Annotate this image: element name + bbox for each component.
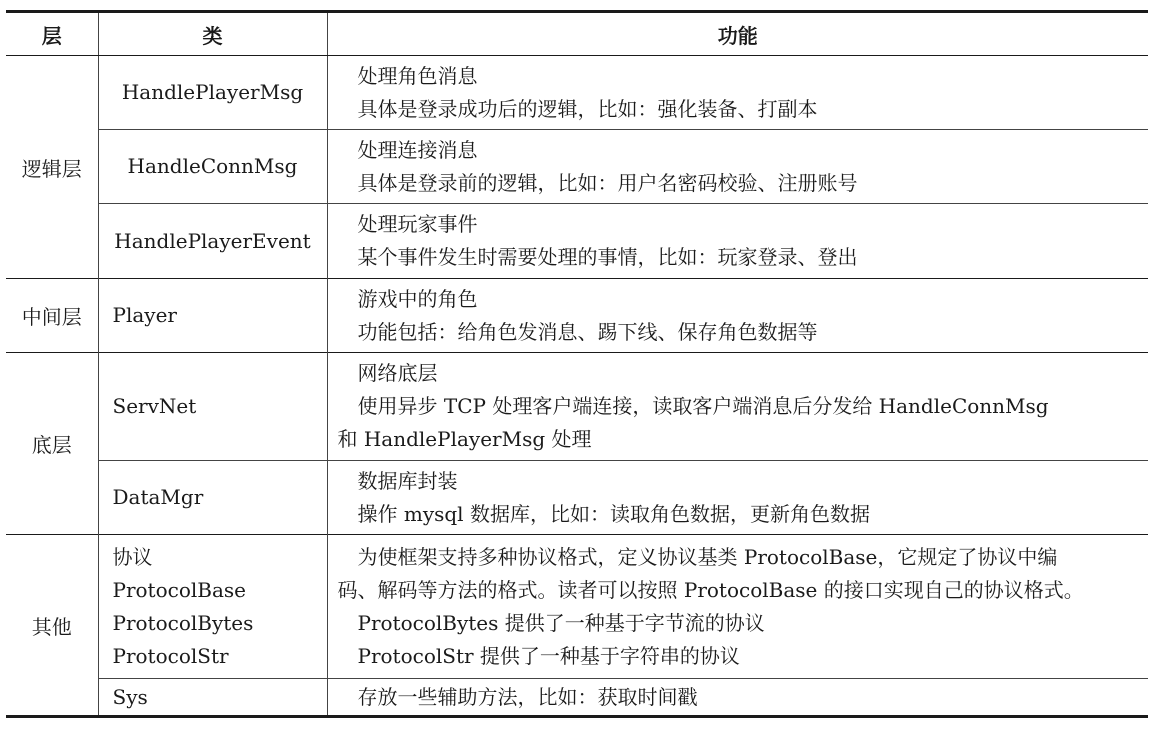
layer-cell-other: 其他	[6, 535, 98, 717]
header-function: 功能	[327, 12, 1148, 56]
function-line: 操作 mysql 数据库，比如：读取角色数据，更新角色数据	[357, 501, 870, 526]
layer-cell-middle: 中间层	[6, 279, 98, 353]
function-line: 游戏中的角色	[357, 286, 478, 311]
table-row	[6, 353, 1148, 461]
function-line: 网络底层	[357, 361, 438, 385]
class-line: 协议	[112, 544, 153, 569]
function-line: 数据库封装	[357, 468, 458, 493]
function-line: 码、解码等方法的格式。读者可以按照 ProtocolBase 的接口实现自己的协议格式。	[337, 577, 1084, 602]
table-row	[6, 130, 1148, 204]
class-cell-data-mgr: DataMgr	[98, 461, 327, 535]
function-line: 某个事件发生时需要处理的事情，比如：玩家登录、登出	[357, 245, 858, 269]
table-row	[6, 679, 1148, 717]
function-line: 功能包括：给角色发消息、踢下线、保存角色数据等	[357, 319, 818, 344]
class-line: ProtocolBase	[112, 577, 246, 602]
class-line: ProtocolStr	[112, 643, 229, 668]
function-line: 存放一些辅助方法，比如：获取时间戳	[357, 684, 698, 709]
function-cell-handle-player-event	[327, 204, 1148, 279]
layer-cell-bottom: 底层	[6, 353, 98, 535]
function-line: 具体是登录成功后的逻辑，比如：强化装备、打副本	[357, 96, 818, 121]
function-line: 使用异步 TCP 处理客户端连接，读取客户端消息后分发给 HandleConnMsg	[357, 394, 1049, 418]
class-cell-sys: Sys	[98, 679, 327, 717]
function-line: ProtocolStr 提供了一种基于字符串的协议	[357, 643, 740, 668]
function-line: ProtocolBytes 提供了一种基于字节流的协议	[357, 610, 765, 635]
class-cell-serv-net: ServNet	[98, 353, 327, 461]
table-row	[6, 204, 1148, 279]
function-cell-data-mgr	[327, 461, 1148, 535]
function-line: 处理玩家事件	[357, 212, 478, 236]
function-cell-sys	[327, 679, 1148, 717]
function-cell-handle-conn-msg	[327, 130, 1148, 204]
function-line: 为使框架支持多种协议格式，定义协议基类 ProtocolBase，它规定了协议中编	[357, 544, 1058, 569]
header-row	[6, 12, 1148, 56]
function-line: 处理连接消息	[357, 137, 478, 162]
layer-cell-logic: 逻辑层	[21, 156, 82, 181]
function-line: 处理角色消息	[357, 63, 478, 88]
table-row	[6, 535, 1148, 679]
class-cell-protocol	[98, 535, 327, 679]
function-cell-handle-player-msg	[327, 56, 1148, 130]
class-line: ProtocolBytes	[112, 610, 254, 635]
class-cell-handle-conn-msg: HandleConnMsg	[98, 130, 327, 204]
table-row	[6, 279, 1148, 353]
header-class: 类	[98, 12, 327, 56]
function-cell-player	[327, 279, 1148, 353]
header-layer: 层	[6, 12, 98, 56]
class-cell-handle-player-event: HandlePlayerEvent	[98, 204, 327, 279]
function-cell-serv-net	[327, 353, 1148, 461]
table-row	[6, 461, 1148, 535]
class-cell-player: Player	[98, 279, 327, 353]
table-row	[6, 56, 1148, 130]
class-cell-handle-player-msg: HandlePlayerMsg	[98, 56, 327, 130]
function-line: 具体是登录前的逻辑，比如：用户名密码校验、注册账号	[357, 170, 858, 195]
class-function-table	[6, 10, 1148, 718]
function-cell-protocol	[327, 535, 1148, 679]
function-line: 和 HandlePlayerMsg 处理	[337, 427, 592, 451]
